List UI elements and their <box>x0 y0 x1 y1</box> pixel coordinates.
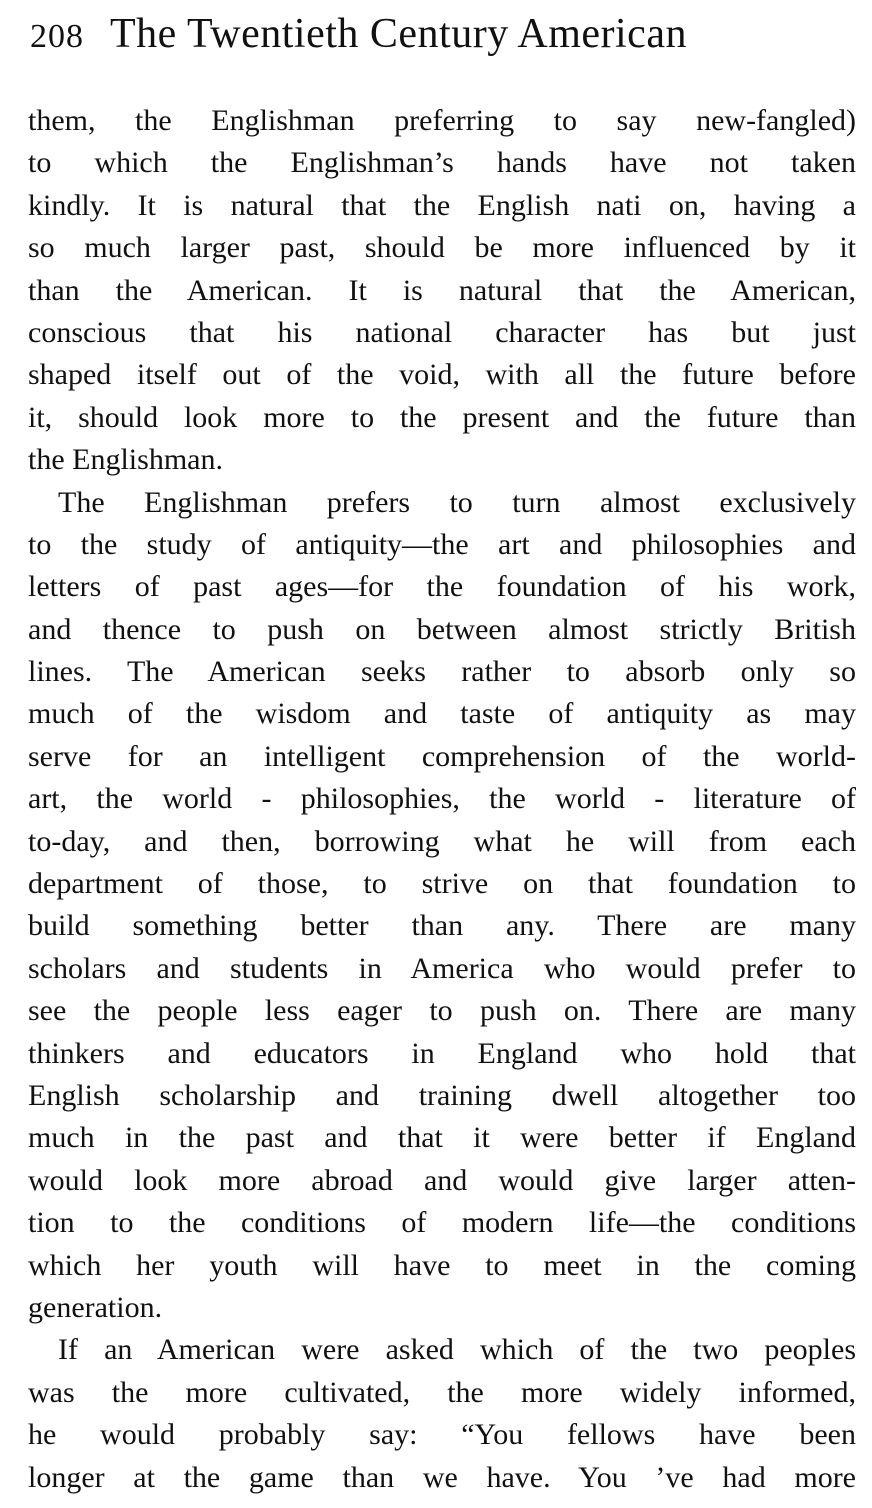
text-line: shaped itself out of the void, with all the future before <box>28 358 856 392</box>
text-line: kindly. It is natural that the English nati on, having a <box>28 188 856 222</box>
text-line: English scholarship and training dwell altogether too <box>28 1078 856 1112</box>
text-line: longer at the game than we have. You ’ve had more <box>28 1460 856 1494</box>
text-line: to which the Englishman’s hands have not taken <box>28 146 856 180</box>
text-line: the Englishman. <box>28 443 223 477</box>
body-text <box>28 100 856 1499</box>
paragraph-first-line: The Englishman prefers to turn almost exclusively <box>58 485 856 519</box>
text-line: scholars and students in America who would prefer to <box>28 951 856 985</box>
text-line: would look more abroad and would give larger atten- <box>28 1163 856 1197</box>
text-line: them, the Englishman preferring to say new-fangled) <box>28 104 856 137</box>
paragraph-first-line: If an American were asked which of the two peoples <box>58 1333 856 1367</box>
text-line: than the American. It is natural that the American, <box>28 273 856 307</box>
text-line: to the study of antiquity—the art and philosophies and <box>28 527 856 561</box>
text-line: serve for an intelligent comprehension of the world- <box>28 739 856 773</box>
text-line: it, should look more to the present and the future than <box>28 400 856 434</box>
running-head <box>30 10 850 66</box>
text-line: conscious that his national character has but just <box>28 315 856 349</box>
text-line: see the people less eager to push on. There are many <box>28 994 856 1028</box>
text-line: generation. <box>28 1290 163 1324</box>
text-line: lines. The American seeks rather to absorb only so <box>28 655 856 689</box>
text-line: department of those, to strive on that foundation to <box>28 867 856 901</box>
text-line: he would probably say: “You fellows have been <box>28 1418 856 1452</box>
text-line: much of the wisdom and taste of antiquity as may <box>28 697 856 731</box>
text-line: so much larger past, should be more influenced by it <box>28 231 856 265</box>
text-line: which her youth will have to meet in the coming <box>28 1248 856 1282</box>
text-line: tion to the conditions of modern life—the conditions <box>28 1206 856 1240</box>
text-line: and thence to push on between almost strictly British <box>28 612 856 646</box>
running-title: The Twentieth Century American <box>110 11 687 57</box>
text-line: much in the past and that it were better if England <box>28 1121 856 1155</box>
text-line: was the more cultivated, the more widely informed, <box>28 1375 856 1409</box>
text-line: letters of past ages—for the foundation of his work, <box>28 570 856 604</box>
text-line: build something better than any. There are many <box>28 909 856 943</box>
text-line: art, the world - philosophies, the world - literature of <box>28 782 856 816</box>
text-line: to-day, and then, borrowing what he will from each <box>28 824 856 858</box>
page-number: 208 <box>30 18 84 55</box>
text-line: thinkers and educators in England who hold that <box>28 1036 856 1070</box>
